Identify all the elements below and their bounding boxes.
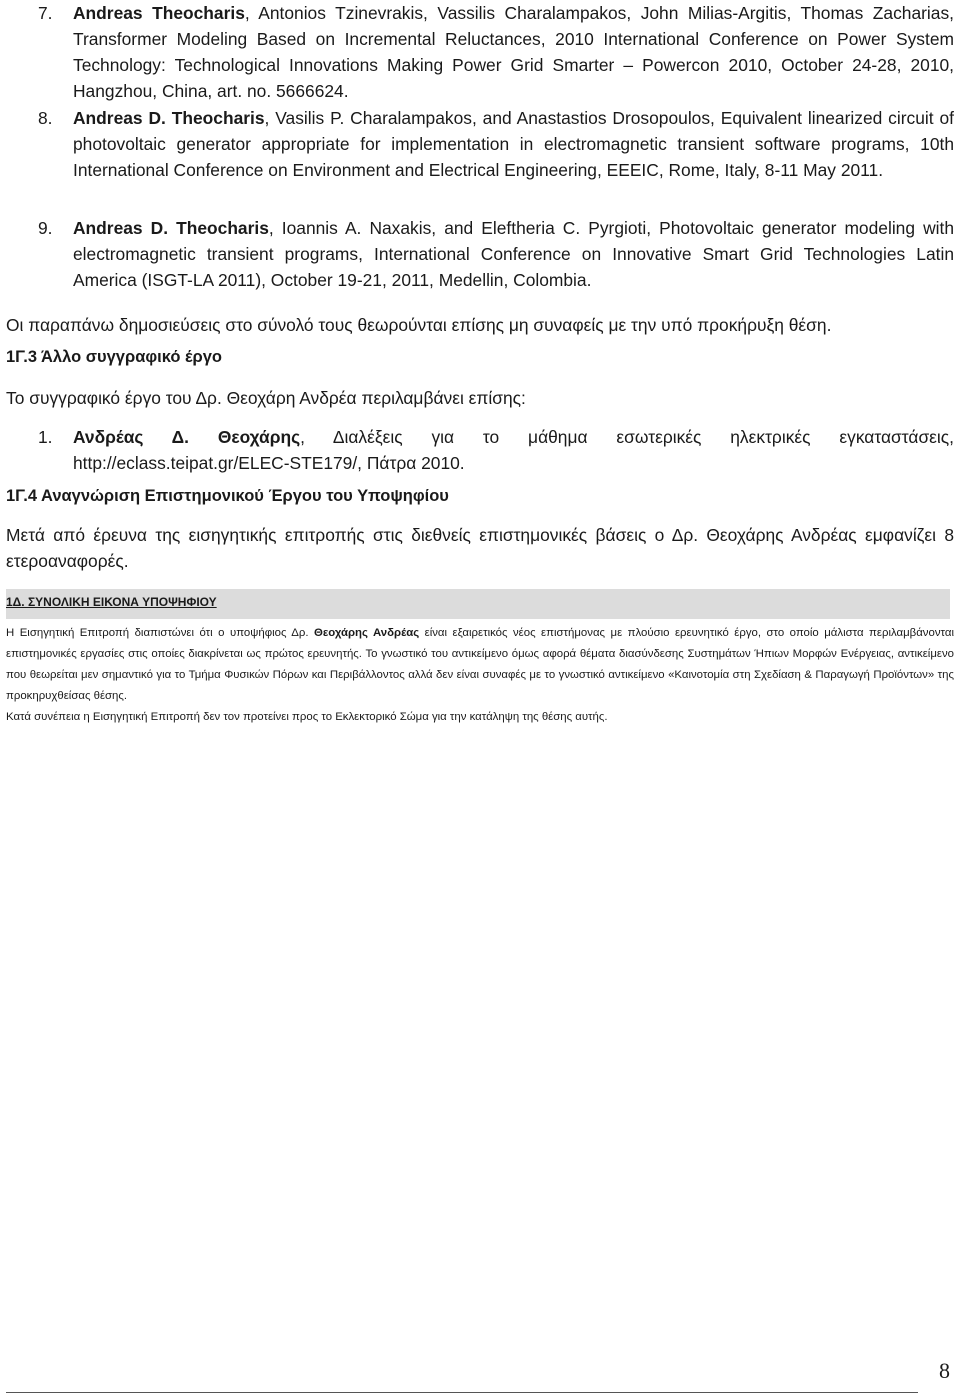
item-text: , Διαλέξεις για το μάθημα εσωτερικές ηλεκτρικές εγκαταστάσεις, http://eclass.teipat.gr/ELEC-STE179/, Πάτρα 2010. xyxy=(73,427,955,473)
reference-author-bold: Andreas Theocharis xyxy=(73,3,245,23)
reference-text: , Antonios Tzinevrakis, Vassilis Charalampakos, John Milias-Argitis, Thomas Zacharias, Transformer Modeling Based on Incremental Reluctances, 2010 International Conference on Power System Technology: Technological Innovations Making Power Grid Smarter – Powercon 2010, October 24-28, 2010, Hangzhou, China, art. no. 5666624. xyxy=(73,3,954,101)
reference-author-bold: Andreas D. Theocharis xyxy=(73,108,265,128)
heading-1g4: 1Γ.4 Αναγνώριση Επιστημονικού Έργου του Υποψηφίου xyxy=(6,487,449,505)
reference-8 xyxy=(38,105,954,183)
item-author-bold: Ανδρέας Δ. Θεοχάρης xyxy=(73,427,301,447)
reference-number: 9. xyxy=(38,218,53,238)
section-1g3-intro: Το συγγραφικό έργο του Δρ. Θεοχάρη Ανδρέα περιλαμβάνει επίσης: xyxy=(6,388,526,408)
reference-number: 7. xyxy=(38,3,53,23)
reference-author-bold: Andreas D. Theocharis xyxy=(73,218,269,238)
reference-text: , Ioannis A. Naxakis, and Eleftheria C. Pyrgioti, Photovoltaic generator modeling with electromagnetic transient programs, International Conference on Innovative Smart Grid Technologies Latin America (ISGT-LA 2011), October 19-21, 2011, Medellin, Colombia. xyxy=(73,218,955,290)
section-1d-paragraph-1: Η Εισηγητική Επιτροπή διαπιστώνει ότι ο υποψήφιος Δρ. Θεοχάρης Ανδρέας είναι εξαιρετικός νέος επιστήμονας με πλούσιο ερευνητικό έργο, στο οποίο μάλιστα περιλαμβάνονται επιστημονικές εργασίες στις οποίες διακρίνεται ως πρώτος ερευνητής. Το γνωστικό του αντικείμενο όμως αφορά θέματα διασύνδεσης Συστημάτων Ήπιων Μορφών Ενέργειας, αντικείμενο που θεωρείται μεν σημαντικό για το Τμήμα Φυσικών Πόρων και Περιβάλλοντος αλλά δεν είναι συναφές με το γνωστικό αντικείμενο «Καινοτομία στη Σχεδίαση & Παραγωγή Προϊόντων» της προκηρυχθείσας θέσης. xyxy=(6,627,954,702)
heading-1g3: 1Γ.3 Άλλο συγγραφικό έργο xyxy=(6,348,222,366)
section-1d-body xyxy=(6,623,954,728)
reference-text: , Vasilis P. Charalampakos, and Anastastios Drosopoulos, Equivalent linearized circuit of photovoltaic generator appropriate for implementation in electromagnetic transient software programs, 10th International Conference on Environment and Electrical Engineering, EEEIC, Rome, Italy, 8-11 May 2011. xyxy=(73,108,954,180)
reference-number: 8. xyxy=(38,108,53,128)
heading-1d: 1Δ. ΣΥΝΟΛΙΚΗ ΕΙΚΟΝΑ ΥΠΟΨΗΦΙΟΥ xyxy=(6,595,217,609)
reference-9 xyxy=(38,215,954,293)
authored-work-item xyxy=(38,424,954,476)
item-number: 1. xyxy=(38,427,53,447)
candidate-name-bold: Θεοχάρης Ανδρέας xyxy=(314,627,420,639)
reference-7 xyxy=(38,0,954,104)
irrelevance-note: Οι παραπάνω δημοσιεύσεις στο σύνολό τους θεωρούνται επίσης μη συναφείς με την υπό προκήρυξη θέση. xyxy=(6,315,832,335)
footer-divider xyxy=(6,1392,918,1393)
section-1d-bar xyxy=(6,589,950,619)
section-1g4-text: Μετά από έρευνα της εισηγητικής επιτροπής στις διεθνείς επιστημονικές βάσεις ο Δρ. Θεοχάρης Ανδρέας εμφανίζει 8 ετεροαναφορές. xyxy=(6,525,954,571)
page-number: 8 xyxy=(939,1358,950,1383)
section-1d-paragraph-2: Κατά συνέπεια η Εισηγητική Επιτροπή δεν τον προτείνει προς το Εκλεκτορικό Σώμα για την κατάληψη της θέσης αυτής. xyxy=(6,711,608,723)
